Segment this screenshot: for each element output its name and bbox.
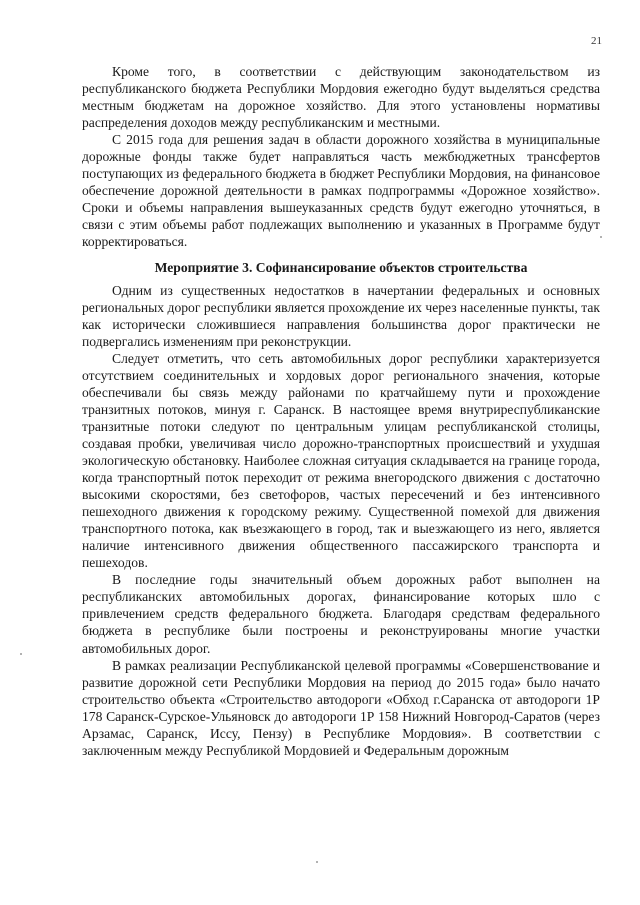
paragraph-5: В последние годы значительный объем дорожных работ выполнен на республиканских автомобильных дорогах, финансирование которых шло с привлечением средств федерального бюджета. Благодаря средствам федерального бюджета в республике были построены и реконструированы многие участки автомобильных дорог. [82, 572, 600, 656]
section-heading: Мероприятие 3. Софинансирование объектов строительства [154, 259, 528, 275]
scan-speck [600, 236, 602, 238]
paragraph-4: Следует отметить, что сеть автомобильных дорог республики характеризуется отсутствием соединительных и хордовых дорог регионального значения, которые обеспечивали бы связь между районами по кратчайшему пути и прохождение транзитных потоков, минуя г. Саранск. В настоящее время внутриреспубликанские транзитные потоки следуют по центральным улицам республиканской столицы, создавая пробки, увеличивая число дорожно-транспортных происшествий и ухудшая экологическую обстановку. Наиболее сложная ситуация складывается на границе города, когда транспортный поток переходит от режима внегородского движения с достаточно высокими скоростями, без светофоров, частых пересечений и без интенсивного пешеходного движения к городскому режиму. Существенной помехой для движения транспортного потока, как въезжающего в город, так и выезжающего из него, является наличие интенсивного движения общественного пассажирского транспорта и пешеходов. [82, 350, 600, 571]
paragraph-1: Кроме того, в соответствии с действующим законодательством из республиканского бюджета Республики Мордовия ежегодно будут выделяться средства местным бюджетам на дорожное хозяйство. Для этого установлены нормативы распределения доходов между республиканским и местными. [82, 64, 600, 131]
page-number: 21 [591, 35, 602, 47]
paragraph-6: В рамках реализации Республиканской целевой программы «Совершенствование и развитие дорожной сети Республики Мордовия на период до 2015 года» было начато строительство объекта «Строительство автодороги «Обход г.Саранска от автодороги 1Р 178 Саранск-Сурское-Ульяновск до автодороги 1Р 158 Нижний Новгород-Саратов (через Арзамас, Саранск, Иссу, Пензу) в Республике Мордовия». В соответствии с заключенным между Республикой Мордовией и Федеральным дорожным [82, 657, 600, 758]
document-body [82, 63, 600, 759]
paragraph-2: С 2015 года для решения задач в области дорожного хозяйства в муниципальные дорожные фонды также будет направляться часть межбюджетных трансфертов поступающих из федерального бюджета в бюджет Республики Мордовия, на финансовое обеспечение дорожной деятельности в рамках подпрограммы «Дорожное хозяйство». Сроки и объемы направления вышеуказанных средств будут ежегодно уточняться, в связи с этим объемы работ подлежащих выполнению и указанных в Программе будут корректироваться. [82, 132, 601, 250]
scan-speck [20, 653, 22, 655]
paragraph-3: Одним из существенных недостатков в начертании федеральных и основных региональных дорог республики является прохождение их через населенные пункты, так как исторически сложившиеся направления большинства дорог практически не подвергались изменениям при реконструкции. [82, 282, 600, 349]
scan-speck [316, 861, 318, 863]
